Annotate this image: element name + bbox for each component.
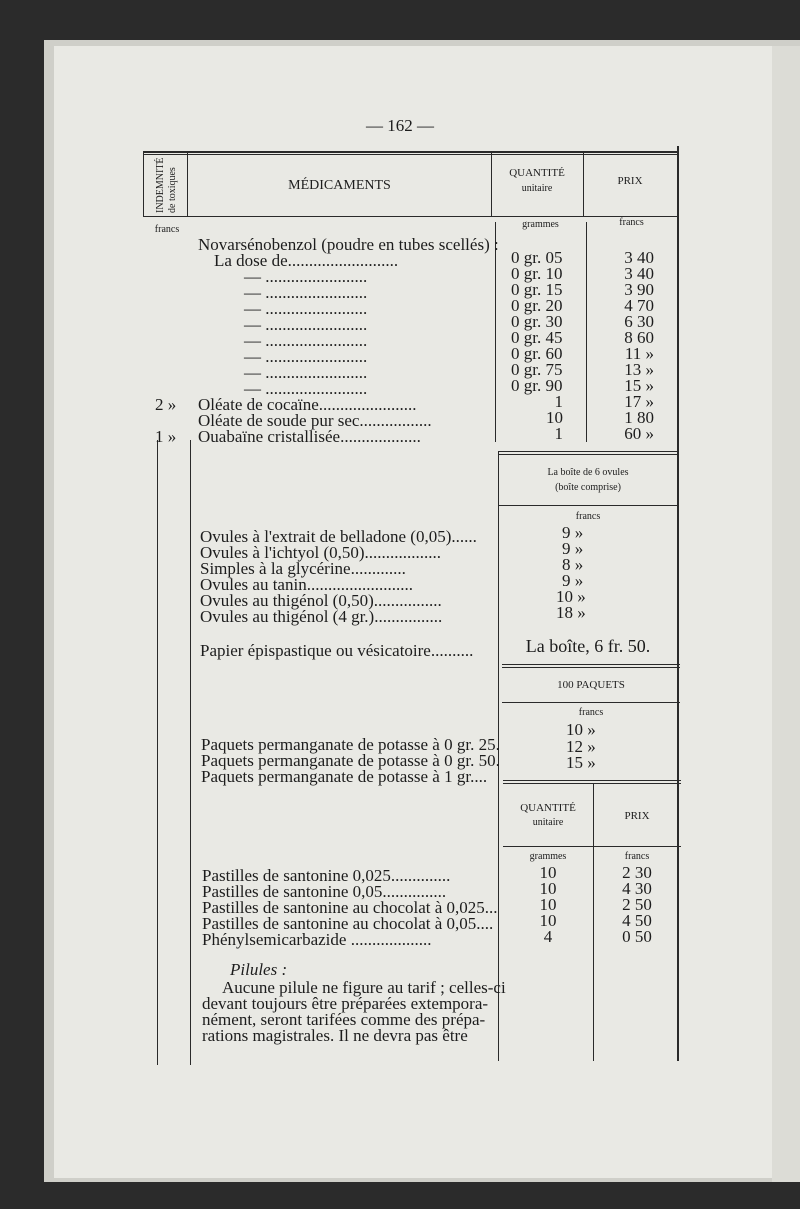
ovules-header-2: (boîte comprise) [555,482,621,493]
row-price: 13 » [624,360,654,379]
row-indemnite: 2 » [155,395,177,414]
pilules-line: rations magistrales. Il ne devra pas être [202,1026,468,1045]
pilules-line: Aucune pilule ne figure au tarif ; celles-ci [222,978,506,997]
pastilles-header-quantite: QUANTITÉ [520,802,576,814]
unit-grammes: grammes [522,219,559,230]
ovules-top-rule-2 [498,454,678,455]
row-price: 8 » [562,555,584,574]
table-top-rule-2 [143,154,678,155]
row-label: Simples à la glycérine............. [200,559,406,578]
row-qty: 4 [543,927,553,946]
row-price: 4 50 [622,911,652,930]
row-qty: 10 [539,863,557,882]
row-label: Ovules au thigénol (4 gr.)................ [200,607,443,626]
row-price: 1 80 [624,408,654,427]
row-price: 8 60 [624,328,654,347]
row-label: Ovules à l'ichtyol (0,50).................. [200,543,442,562]
row-label: Oléate de soude pur sec................. [198,411,432,430]
row-label: — ........................ [244,299,368,318]
header-quantite-sub: unitaire [521,183,553,194]
paquets-unit: francs [578,707,604,718]
row-qty: 0 gr. 90 [511,376,563,395]
body-left-rule [157,440,158,1065]
row-label: Pastilles de santonine au chocolat à 0,025... [202,898,498,917]
unit-francs-prix: francs [619,217,644,228]
row-label: Ovules au tanin......................... [200,575,413,594]
row-label: Pastilles de santonine 0,05............... [202,882,447,901]
table-left-rule [143,151,144,217]
row-price: 3 40 [624,264,654,283]
pastilles-unit-grammes: grammes [529,851,567,862]
header-indemnite: INDEMNITÉ de toxiques [155,157,178,213]
row-price: 4 70 [624,296,654,315]
row-qty: 1 [554,392,563,411]
row-price: 9 » [562,571,584,590]
next-page-edge [772,46,800,1182]
ovules-header-1: La boîte de 6 ovules [547,467,629,478]
row-price: 4 30 [622,879,652,898]
ovules-unit: francs [575,511,601,522]
row-label: Paquets permanganate de potasse à 0 gr. 50. [201,751,500,770]
row-price: 15 » [566,753,596,772]
row-label: — ........................ [244,363,368,382]
row-price: 12 » [566,737,596,756]
row-price: 18 » [556,603,586,622]
row-price: 15 » [624,376,654,395]
ovules-header-rule [498,505,678,506]
row-label: Ovules au thigénol (0,50)................ [200,591,442,610]
row-label: Ovules à l'extrait de belladone (0,05)...... [200,527,477,546]
row-qty: 0 gr. 75 [511,360,563,379]
row-price: 11 » [624,344,654,363]
row-price: 2 30 [622,863,652,882]
paquets-header-rule [502,702,680,703]
header-prix: PRIX [617,175,643,187]
row-qty: 0 gr. 20 [511,296,563,315]
row-qty: 10 [539,895,557,914]
papier-price: La boîte, 6 fr. 50. [525,636,651,656]
row-price: 2 50 [622,895,652,914]
row-price: 9 » [562,523,584,542]
row-label: La dose de.......................... [214,251,399,270]
pastilles-header-rule [503,846,681,847]
row-label: — ........................ [244,379,368,398]
row-label: Ouabaïne cristallisée................... [198,427,421,446]
pastilles-unit-francs: francs [624,851,650,862]
pilules-line: devant toujours être préparées extempora- [202,994,489,1013]
row-qty: 0 gr. 15 [511,280,563,299]
table-top-rule [143,151,678,153]
pilules-title: Pilules : [230,960,288,979]
row-label: — ........................ [244,267,368,286]
row-qty: 10 [546,408,563,427]
row-price: 17 » [624,392,654,411]
row-qty: 1 [554,424,563,443]
header-bottom-rule [143,216,678,217]
row-label: Phénylsemicarbazide ................... [202,930,432,949]
header-medicaments: MÉDICAMENTS [288,178,391,193]
row-price: 10 » [556,587,586,606]
pastilles-header-prix: PRIX [624,810,650,822]
row-qty: 0 gr. 60 [511,344,563,363]
row-label: Oléate de cocaïne....................... [198,395,417,414]
row-price: 3 40 [624,248,654,267]
paquets-top-rule-2 [502,667,680,668]
row-label: Pastilles de santonine au chocolat à 0,05.... [202,914,494,933]
paquets-top-rule [502,664,680,665]
row-qty: 0 gr. 45 [511,328,563,347]
row-qty: 0 gr. 05 [511,248,563,267]
pilules-line: nément, seront tarifées comme des prépa- [202,1010,486,1029]
row-label: Paquets permanganate de potasse à 0 gr. 25. [201,735,500,754]
ovules-top-rule [498,451,678,452]
row-label: — ........................ [244,283,368,302]
pastilles-top-rule-2 [503,783,681,784]
row-price: 3 90 [624,280,654,299]
header-quantite: QUANTITÉ [509,167,565,179]
row-qty: 10 [539,879,557,898]
row-price: 9 » [562,539,584,558]
row-indemnite: 1 » [155,427,177,446]
row-price: 10 » [566,720,596,739]
section-title-novarsenobenzol: Novarsénobenzol (poudre en tubes scellés) : [198,235,499,254]
row-qty: 0 gr. 10 [511,264,563,283]
pastilles-top-rule [503,780,681,781]
row-label: — ........................ [244,315,368,334]
pastilles-header-quantite-sub: unitaire [532,817,564,828]
row-label: Paquets permanganate de potasse à 1 gr.... [201,767,488,786]
row-price: 6 30 [624,312,654,331]
row-price: 0 50 [622,927,652,946]
row-price: 60 » [624,424,654,443]
row-label: — ........................ [244,347,368,366]
body-col-rule-1 [190,440,191,1065]
page-number: — 162 — [366,116,434,135]
unit-francs-indemnite: francs [154,224,180,235]
papier-label: Papier épispastique ou vésicatoire.......... [200,641,474,660]
row-qty: 0 gr. 30 [511,312,563,331]
row-label: Pastilles de santonine 0,025.............. [202,866,451,885]
row-qty: 10 [539,911,557,930]
paquets-header: 100 PAQUETS [557,679,625,691]
row-label: — ........................ [244,331,368,350]
